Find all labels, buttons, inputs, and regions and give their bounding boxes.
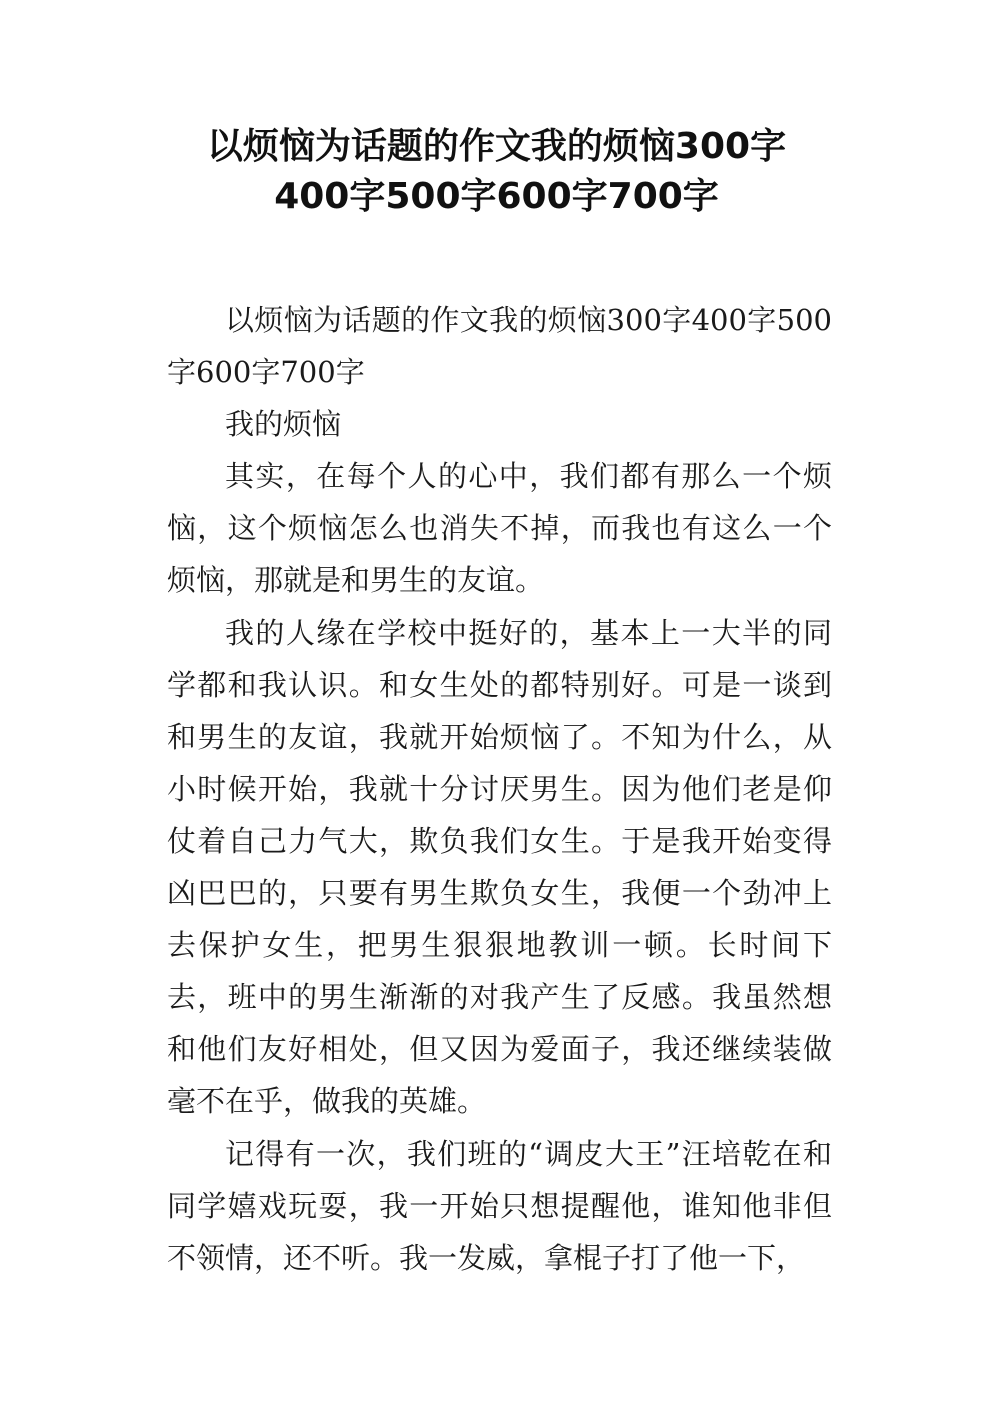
title-line-1: 以烦恼为话题的作文我的烦恼300字 <box>206 126 787 167</box>
document-title <box>140 122 853 222</box>
paragraph: 其实，在每个人的心中，我们都有那么一个烦恼，这个烦恼怎么也消失不掉，而我也有这么一个烦恼，那就是和男生的友谊。 <box>167 459 832 598</box>
paragraph: 记得有一次，我们班的“调皮大王”汪培乾在和同学嬉戏玩耍，我一开始只想提醒他，谁知他非但不领情，还不听。我一发威，拿棍子打了他一下， <box>167 1136 832 1275</box>
paragraph-heading-repeat: 以烦恼为话题的作文我的烦恼300字400字500字600字700字 <box>167 303 832 390</box>
paragraph-subtitle: 我的烦恼 <box>225 407 342 442</box>
title-line-2: 400字500字600字700字 <box>274 176 719 217</box>
document-body <box>167 294 832 1284</box>
paragraph: 我的人缘在学校中挺好的，基本上一大半的同学都和我认识。和女生处的都特别好。可是一谈到和男生的友谊，我就开始烦恼了。不知为什么，从小时候开始，我就十分讨厌男生。因为他们老是仰仗着自己力气大，欺负我们女生。于是我开始变得凶巴巴的，只要有男生欺负女生，我便一个劲冲上去保护女生，把男生狠狠地教训一顿。长时间下去，班中的男生渐渐的对我产生了反感。我虽然想和他们友好相处，但又因为爱面子，我还继续装做毫不在乎，做我的英雄。 <box>167 615 832 1119</box>
